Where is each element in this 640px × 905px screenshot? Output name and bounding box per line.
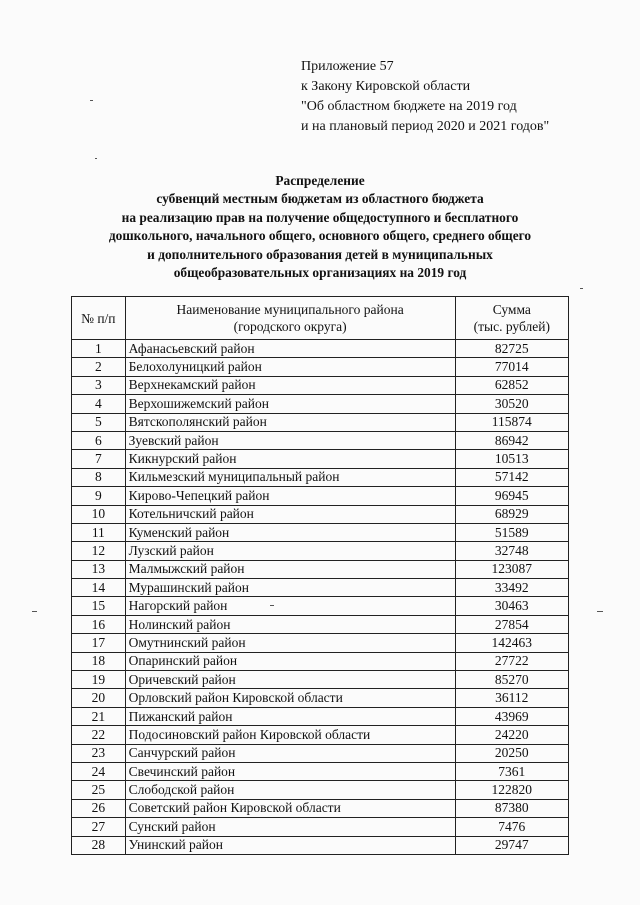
table-row — [72, 450, 569, 468]
row-number: 19 — [72, 671, 126, 689]
header-sum-line1: Сумма — [492, 302, 531, 317]
row-sum: 36112 — [455, 689, 568, 707]
scan-speck — [32, 611, 37, 612]
row-sum: 57142 — [455, 468, 568, 486]
row-sum: 27722 — [455, 652, 568, 670]
annex-line: Приложение 57 — [301, 59, 394, 74]
row-district-name: Нолинский район — [125, 615, 455, 633]
row-district-name: Омутнинский район — [125, 634, 455, 652]
row-sum: 62852 — [455, 376, 568, 394]
row-district-name: Малмыжский район — [125, 560, 455, 578]
scan-speck — [270, 605, 274, 606]
row-sum: 27854 — [455, 615, 568, 633]
table-row — [72, 487, 569, 505]
row-district-name: Верхошижемский район — [125, 395, 455, 413]
row-number: 22 — [72, 726, 126, 744]
table-row — [72, 652, 569, 670]
scan-speck — [90, 100, 93, 101]
table-row — [72, 615, 569, 633]
table-row — [72, 376, 569, 394]
header-sum — [455, 297, 568, 340]
table-row — [72, 634, 569, 652]
row-number: 11 — [72, 523, 126, 541]
row-district-name: Лузский район — [125, 542, 455, 560]
annex-header — [301, 57, 549, 137]
row-sum: 7476 — [455, 818, 568, 836]
table-header-row — [72, 297, 569, 340]
row-number: 4 — [72, 395, 126, 413]
row-number: 26 — [72, 799, 126, 817]
table-row — [72, 468, 569, 486]
row-number: 9 — [72, 487, 126, 505]
row-district-name: Котельничский район — [125, 505, 455, 523]
row-sum: 142463 — [455, 634, 568, 652]
row-district-name: Оричевский район — [125, 671, 455, 689]
row-number: 27 — [72, 818, 126, 836]
row-district-name: Подосиновский район Кировской области — [125, 726, 455, 744]
title-line: дошкольного, начального общего, основного общего, среднего общего — [108, 228, 532, 244]
row-district-name: Орловский район Кировской области — [125, 689, 455, 707]
scan-speck — [580, 288, 583, 289]
row-district-name: Сунский район — [125, 818, 455, 836]
row-number: 23 — [72, 744, 126, 762]
table-row — [72, 395, 569, 413]
row-district-name: Советский район Кировской области — [125, 799, 455, 817]
row-district-name: Афанасьевский район — [125, 340, 455, 358]
header-name — [125, 297, 455, 340]
row-district-name: Кикнурский район — [125, 450, 455, 468]
row-number: 3 — [72, 376, 126, 394]
row-number: 13 — [72, 560, 126, 578]
table-row — [72, 542, 569, 560]
scan-speck — [95, 158, 97, 159]
row-number: 2 — [72, 358, 126, 376]
table-row — [72, 707, 569, 725]
row-number: 18 — [72, 652, 126, 670]
table-row — [72, 413, 569, 431]
row-number: 14 — [72, 579, 126, 597]
row-sum: 30463 — [455, 597, 568, 615]
table-row — [72, 358, 569, 376]
row-number: 20 — [72, 689, 126, 707]
table-row — [72, 799, 569, 817]
row-sum: 20250 — [455, 744, 568, 762]
row-sum: 77014 — [455, 358, 568, 376]
row-sum: 82725 — [455, 340, 568, 358]
row-number: 21 — [72, 707, 126, 725]
row-number: 5 — [72, 413, 126, 431]
row-sum: 123087 — [455, 560, 568, 578]
title-line: общеобразовательных организациях на 2019 год — [173, 265, 467, 281]
row-district-name: Куменский район — [125, 523, 455, 541]
title-line: Распределение — [275, 173, 365, 188]
table-row — [72, 836, 569, 854]
table-row — [72, 579, 569, 597]
row-district-name: Зуевский район — [125, 431, 455, 449]
row-sum: 24220 — [455, 726, 568, 744]
row-sum: 32748 — [455, 542, 568, 560]
table-row — [72, 744, 569, 762]
table-body — [72, 340, 569, 855]
row-sum: 33492 — [455, 579, 568, 597]
table-row — [72, 726, 569, 744]
row-sum: 7361 — [455, 762, 568, 780]
header-name-line1: Наименование муниципального района — [176, 302, 404, 317]
table-row — [72, 671, 569, 689]
row-district-name: Кирово-Чепецкий район — [125, 487, 455, 505]
row-sum: 10513 — [455, 450, 568, 468]
row-number: 16 — [72, 615, 126, 633]
row-sum: 115874 — [455, 413, 568, 431]
row-sum: 86942 — [455, 431, 568, 449]
row-number: 17 — [72, 634, 126, 652]
header-number: № п/п — [72, 297, 126, 340]
row-sum: 29747 — [455, 836, 568, 854]
row-district-name: Унинский район — [125, 836, 455, 854]
scan-speck — [597, 611, 603, 612]
row-district-name: Кильмезский муниципальный район — [125, 468, 455, 486]
table-row — [72, 431, 569, 449]
annex-line: "Об областном бюджете на 2019 год — [301, 99, 517, 114]
title-line: субвенций местным бюджетам из областного бюджета — [156, 191, 484, 207]
row-district-name: Пижанский район — [125, 707, 455, 725]
annex-line: к Закону Кировской области — [301, 79, 471, 94]
header-sum-line2: (тыс. рублей) — [473, 319, 550, 334]
title-line: на реализацию прав на получение общедоступного и бесплатного — [121, 209, 519, 225]
table-row — [72, 762, 569, 780]
row-number: 8 — [72, 468, 126, 486]
table-row — [72, 818, 569, 836]
row-sum: 51589 — [455, 523, 568, 541]
row-district-name: Свечинский район — [125, 762, 455, 780]
row-district-name: Нагорский район — [125, 597, 455, 615]
row-sum: 122820 — [455, 781, 568, 799]
table-row — [72, 597, 569, 615]
table-row — [72, 523, 569, 541]
row-number: 10 — [72, 505, 126, 523]
row-sum: 96945 — [455, 487, 568, 505]
document-title — [60, 172, 580, 282]
row-sum: 87380 — [455, 799, 568, 817]
row-number: 28 — [72, 836, 126, 854]
header-name-line2: (городского округа) — [233, 319, 347, 334]
row-district-name: Слободской район — [125, 781, 455, 799]
distribution-table — [71, 296, 569, 855]
table-row — [72, 781, 569, 799]
row-district-name: Верхнекамский район — [125, 376, 455, 394]
table-row — [72, 505, 569, 523]
table-row — [72, 689, 569, 707]
row-district-name: Мурашинский район — [125, 579, 455, 597]
title-line: и дополнительного образования детей в муниципальных — [147, 246, 493, 262]
row-number: 25 — [72, 781, 126, 799]
row-sum: 85270 — [455, 671, 568, 689]
row-number: 6 — [72, 431, 126, 449]
table-row — [72, 340, 569, 358]
row-number: 1 — [72, 340, 126, 358]
row-district-name: Санчурский район — [125, 744, 455, 762]
row-number: 12 — [72, 542, 126, 560]
row-district-name: Вятскополянский район — [125, 413, 455, 431]
row-sum: 43969 — [455, 707, 568, 725]
row-number: 24 — [72, 762, 126, 780]
row-number: 15 — [72, 597, 126, 615]
table-row — [72, 560, 569, 578]
row-sum: 68929 — [455, 505, 568, 523]
row-district-name: Опаринский район — [125, 652, 455, 670]
row-district-name: Белохолуницкий район — [125, 358, 455, 376]
annex-line: и на плановый период 2020 и 2021 годов" — [301, 119, 550, 134]
row-number: 7 — [72, 450, 126, 468]
row-sum: 30520 — [455, 395, 568, 413]
